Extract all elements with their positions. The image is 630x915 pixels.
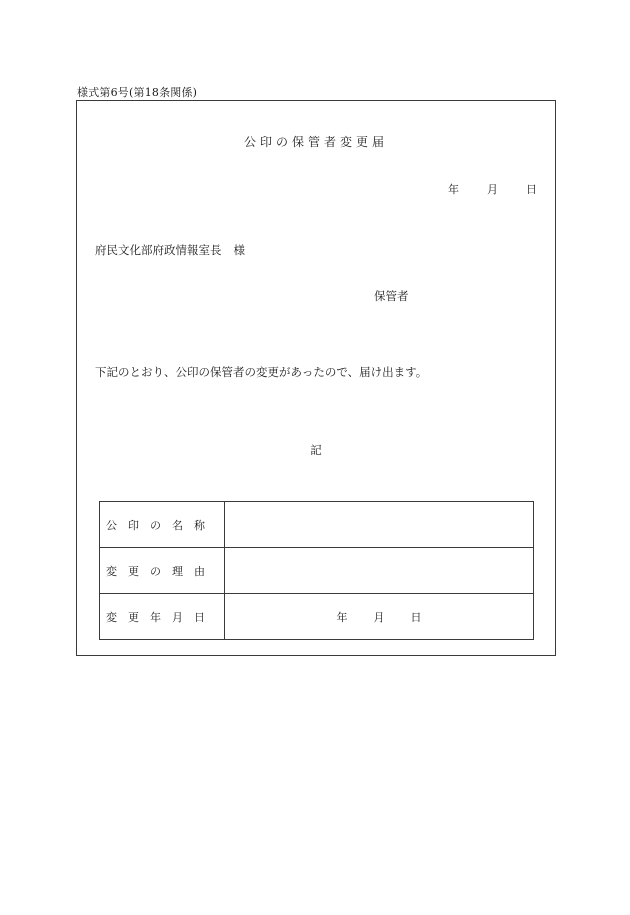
form-frame <box>76 100 556 656</box>
form-title: 公印の保管者変更届 <box>243 135 388 149</box>
day-label: 日 <box>526 183 537 196</box>
submission-date-line <box>448 181 537 197</box>
addressee <box>95 242 245 258</box>
addressee-honorific: 様 <box>233 243 245 257</box>
change-month-label: 月 <box>373 610 385 624</box>
table-row <box>100 594 534 640</box>
table-row <box>100 548 534 594</box>
month-label: 月 <box>487 183 498 196</box>
addressee-name: 府民文化部府政情報室長 <box>95 243 222 257</box>
change-reason-field[interactable] <box>225 548 534 594</box>
seal-name-field[interactable] <box>225 502 534 548</box>
table-row <box>100 502 534 548</box>
change-day-label: 日 <box>410 610 422 624</box>
change-date-label: 変更年月日 <box>100 594 225 640</box>
detail-table <box>99 501 534 640</box>
change-year-label: 年 <box>336 610 348 624</box>
submitter-label: 保管者 <box>374 289 409 303</box>
body-text: 下記のとおり、公印の保管者の変更があったので、届け出ます。 <box>95 365 428 379</box>
change-date-field[interactable] <box>225 594 534 640</box>
seal-name-label: 公印の名称 <box>100 502 225 548</box>
change-reason-label: 変更の理由 <box>100 548 225 594</box>
year-label: 年 <box>448 183 459 196</box>
form-number-label: 様式第6号(第18条関係) <box>77 86 198 99</box>
ki-heading: 記 <box>310 443 322 457</box>
